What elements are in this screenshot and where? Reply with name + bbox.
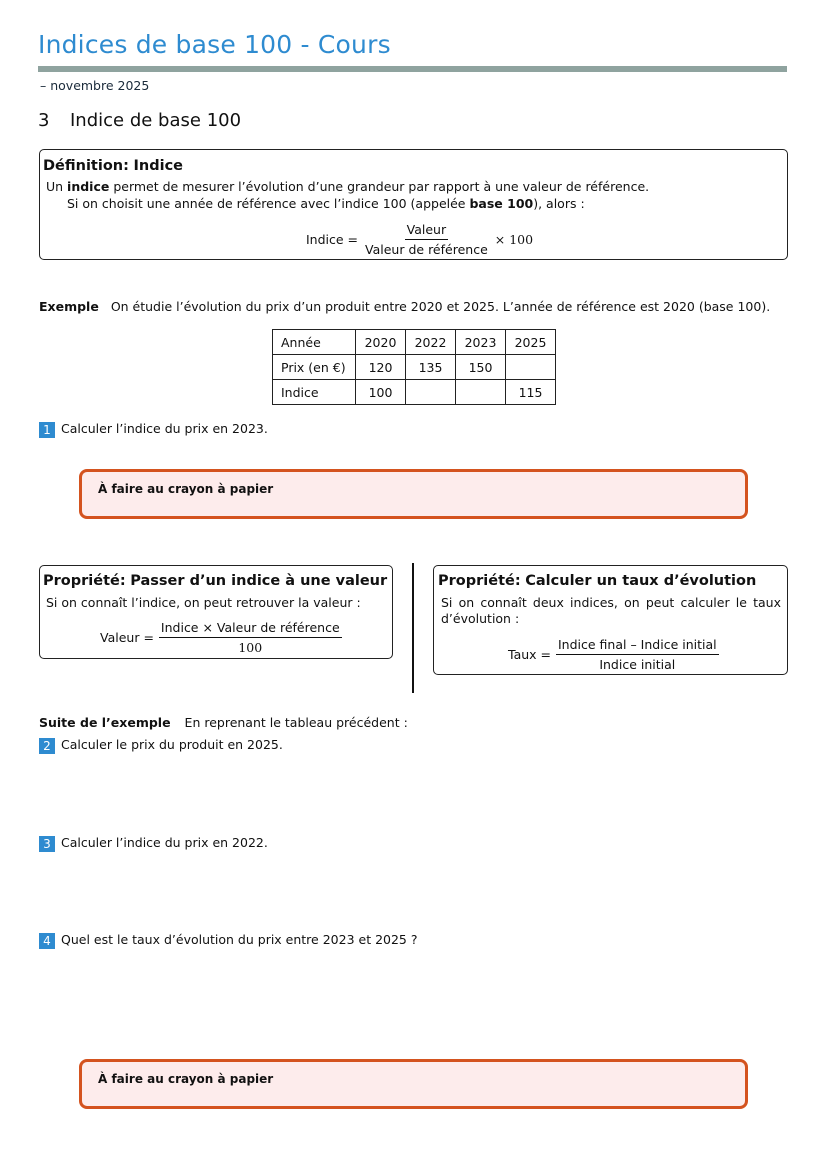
property-title-prefix: Propriété: (43, 573, 126, 589)
definition-title-prefix: Définition: (43, 158, 129, 174)
definition-line-2 (67, 196, 585, 211)
pencil-note-box: À faire au crayon à papier (79, 1059, 748, 1109)
question-number: 3 (39, 836, 55, 852)
definition-formula (306, 222, 533, 257)
example-label: Exemple (39, 299, 99, 314)
property-formula (508, 637, 724, 672)
question-text: Calculer l’indice du prix en 2022. (61, 835, 268, 850)
definition-text: permet de mesurer l’évolution d’une grandeur par rapport à une valeur de référence. (109, 179, 650, 194)
continuation-label: Suite de l’exemple (39, 715, 171, 730)
formula-numerator: Valeur (405, 222, 448, 240)
property-box-value (39, 565, 393, 659)
pencil-note-box: À faire au crayon à papier (79, 469, 748, 519)
formula-denominator: Indice initial (599, 657, 676, 672)
section-number: 3 (38, 110, 50, 131)
price-table (272, 329, 556, 405)
title-rule (38, 66, 787, 72)
question-3 (39, 835, 268, 852)
page-date: – novembre 2025 (40, 78, 150, 93)
formula-fraction (363, 222, 490, 257)
property-title-name: Calculer un taux d’évolution (525, 573, 757, 589)
property-text: Si on connaît deux indices, on peut calculer le taux d’évolution : (441, 595, 781, 626)
example-paragraph (39, 299, 770, 314)
table-header-cell: 2025 (506, 330, 556, 355)
property-title-name: Passer d’un indice à une valeur (130, 573, 388, 589)
question-2 (39, 737, 283, 754)
formula-numerator: Indice × Valeur de référence (159, 620, 342, 638)
table-cell (506, 355, 556, 380)
formula-lhs: Taux = (508, 647, 551, 662)
table-cell (456, 380, 506, 405)
formula-numerator: Indice final – Indice initial (556, 637, 719, 655)
example-text: On étudie l’évolution du prix d’un produit entre 2020 et 2025. L’année de référence est 2020 (base 100). (110, 299, 771, 314)
definition-text: Si on choisit une année de référence avec l’indice 100 (appelée (67, 196, 470, 211)
formula-fraction (159, 620, 342, 655)
property-box-rate (433, 565, 788, 675)
definition-title (43, 158, 183, 174)
continuation-text: En reprenant le tableau précédent : (184, 715, 408, 730)
question-1 (39, 421, 268, 438)
property-title (43, 573, 387, 589)
table-cell (406, 380, 456, 405)
formula-denominator: 100 (238, 640, 263, 655)
formula-lhs: Valeur = (100, 630, 154, 645)
property-title-prefix: Propriété: (438, 573, 521, 589)
definition-keyword: indice (67, 179, 110, 194)
definition-box (39, 149, 788, 260)
question-number: 4 (39, 933, 55, 949)
formula-denominator: Valeur de référence (365, 242, 488, 257)
question-number: 1 (39, 422, 55, 438)
table-cell: 150 (456, 355, 506, 380)
table-cell: 120 (356, 355, 406, 380)
table-header-cell: Année (273, 330, 356, 355)
table-row (273, 380, 556, 405)
formula-fraction (556, 637, 719, 672)
table-header-cell: 2023 (456, 330, 506, 355)
definition-text: Un (46, 179, 68, 194)
property-formula (100, 620, 347, 655)
table-header-cell: 2022 (406, 330, 456, 355)
table-cell: 100 (356, 380, 406, 405)
definition-line-1 (46, 179, 649, 194)
section-title: Indice de base 100 (70, 110, 242, 131)
continuation-paragraph (39, 715, 408, 730)
table-cell: Indice (273, 380, 356, 405)
table-row (273, 355, 556, 380)
page-title: Indices de base 100 - Cours (38, 30, 391, 59)
question-text: Calculer le prix du produit en 2025. (61, 737, 283, 752)
table-cell: 135 (406, 355, 456, 380)
table-header-cell: 2020 (356, 330, 406, 355)
question-4 (39, 932, 417, 949)
table-cell: 115 (506, 380, 556, 405)
table-cell: Prix (en €) (273, 355, 356, 380)
definition-title-name: Indice (133, 158, 184, 174)
section-heading (38, 110, 241, 131)
table-row (273, 330, 556, 355)
question-text: Quel est le taux d’évolution du prix entre 2023 et 2025 ? (61, 932, 418, 947)
question-number: 2 (39, 738, 55, 754)
column-divider (412, 563, 414, 693)
formula-lhs: Indice = (306, 232, 359, 247)
question-text: Calculer l’indice du prix en 2023. (61, 421, 268, 436)
property-text: Si on connaît l’indice, on peut retrouver la valeur : (46, 595, 361, 610)
formula-rhs: × 100 (494, 232, 534, 247)
definition-text: ), alors : (533, 196, 585, 211)
definition-keyword: base 100 (469, 196, 534, 211)
property-title (438, 573, 756, 589)
